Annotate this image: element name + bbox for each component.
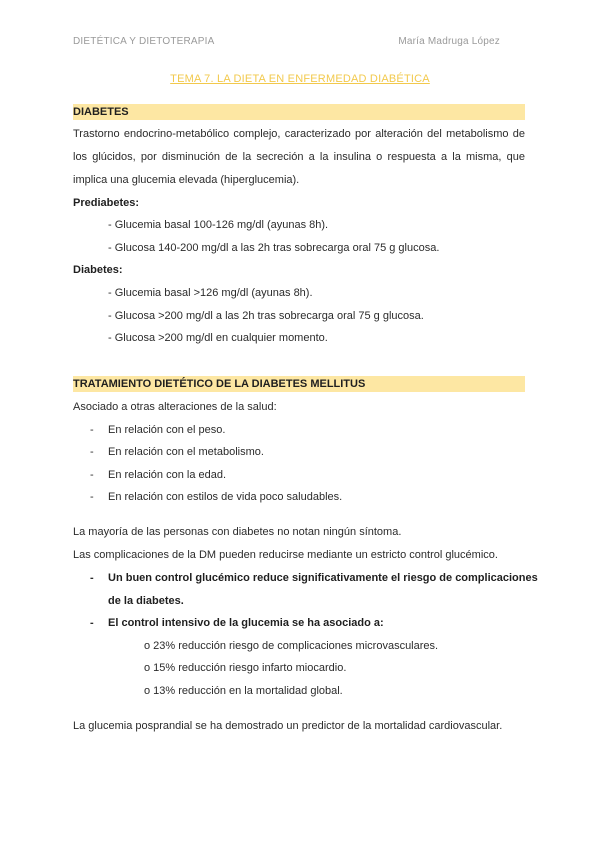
list-item: - Glucosa 140-200 mg/dl a las 2h tras sobrecarga oral 75 g glucosa. [108, 242, 440, 254]
sub-list-item: o 15% reducción riesgo infarto miocardio. [144, 662, 347, 674]
dash-bullet: - [90, 572, 94, 584]
bold-list-item: Un buen control glucémico reduce significativamente el riesgo de complicaciones [108, 572, 538, 584]
prediabetes-label: Prediabetes: [73, 197, 140, 209]
intro-text: Asociado a otras alteraciones de la salud: [73, 401, 277, 413]
bold-list-item: El control intensivo de la glucemia se ha asociado a: [108, 617, 384, 629]
closing-paragraph: La glucemia posprandial se ha demostrado un predictor de la mortalidad cardiovascular. [73, 720, 503, 732]
dash-bullet: - [90, 617, 94, 629]
dash-bullet: - [90, 424, 94, 436]
list-item: - Glucosa >200 mg/dl en cualquier momento. [108, 332, 328, 344]
dash-bullet: - [90, 446, 94, 458]
list-item: - Glucosa >200 mg/dl a las 2h tras sobrecarga oral 75 g glucosa. [108, 310, 424, 322]
section-heading-diabetes: DIABETES [73, 104, 525, 120]
sub-list-item: o 13% reducción en la mortalidad global. [144, 685, 343, 697]
paragraph-line: Trastorno endocrino-metabólico complejo, caracterizado por alteración del metabolismo de [73, 128, 525, 140]
dash-bullet: - [90, 469, 94, 481]
bold-list-item-cont: de la diabetes. [108, 595, 184, 607]
list-item: En relación con el peso. [108, 424, 226, 436]
header-author: María Madruga López [398, 36, 500, 47]
section-heading-tratamiento: TRATAMIENTO DIETÉTICO DE LA DIABETES MELLITUS [73, 376, 525, 392]
paragraph-line: los glúcidos, por disminución de la secreción a la insulina o respuesta a la misma, que [73, 151, 525, 163]
diabetes-label: Diabetes: [73, 264, 123, 276]
list-item: En relación con el metabolismo. [108, 446, 264, 458]
paragraph-line: implica una glucemia elevada (hiperglucemia). [73, 174, 300, 186]
header-course: DIETÉTICA Y DIETOTERAPIA [73, 36, 215, 47]
paragraph: Las complicaciones de la DM pueden reducirse mediante un estricto control glucémico. [73, 549, 498, 561]
list-item: En relación con la edad. [108, 469, 227, 481]
page-title: TEMA 7. LA DIETA EN ENFERMEDAD DIABÉTICA [170, 73, 430, 85]
list-item: - Glucemia basal 100-126 mg/dl (ayunas 8h). [108, 219, 329, 231]
paragraph: La mayoría de las personas con diabetes no notan ningún síntoma. [73, 526, 402, 538]
dash-bullet: - [90, 491, 94, 503]
list-item: En relación con estilos de vida poco saludables. [108, 491, 343, 503]
list-item: - Glucemia basal >126 mg/dl (ayunas 8h). [108, 287, 313, 299]
sub-list-item: o 23% reducción riesgo de complicaciones microvasculares. [144, 640, 439, 652]
